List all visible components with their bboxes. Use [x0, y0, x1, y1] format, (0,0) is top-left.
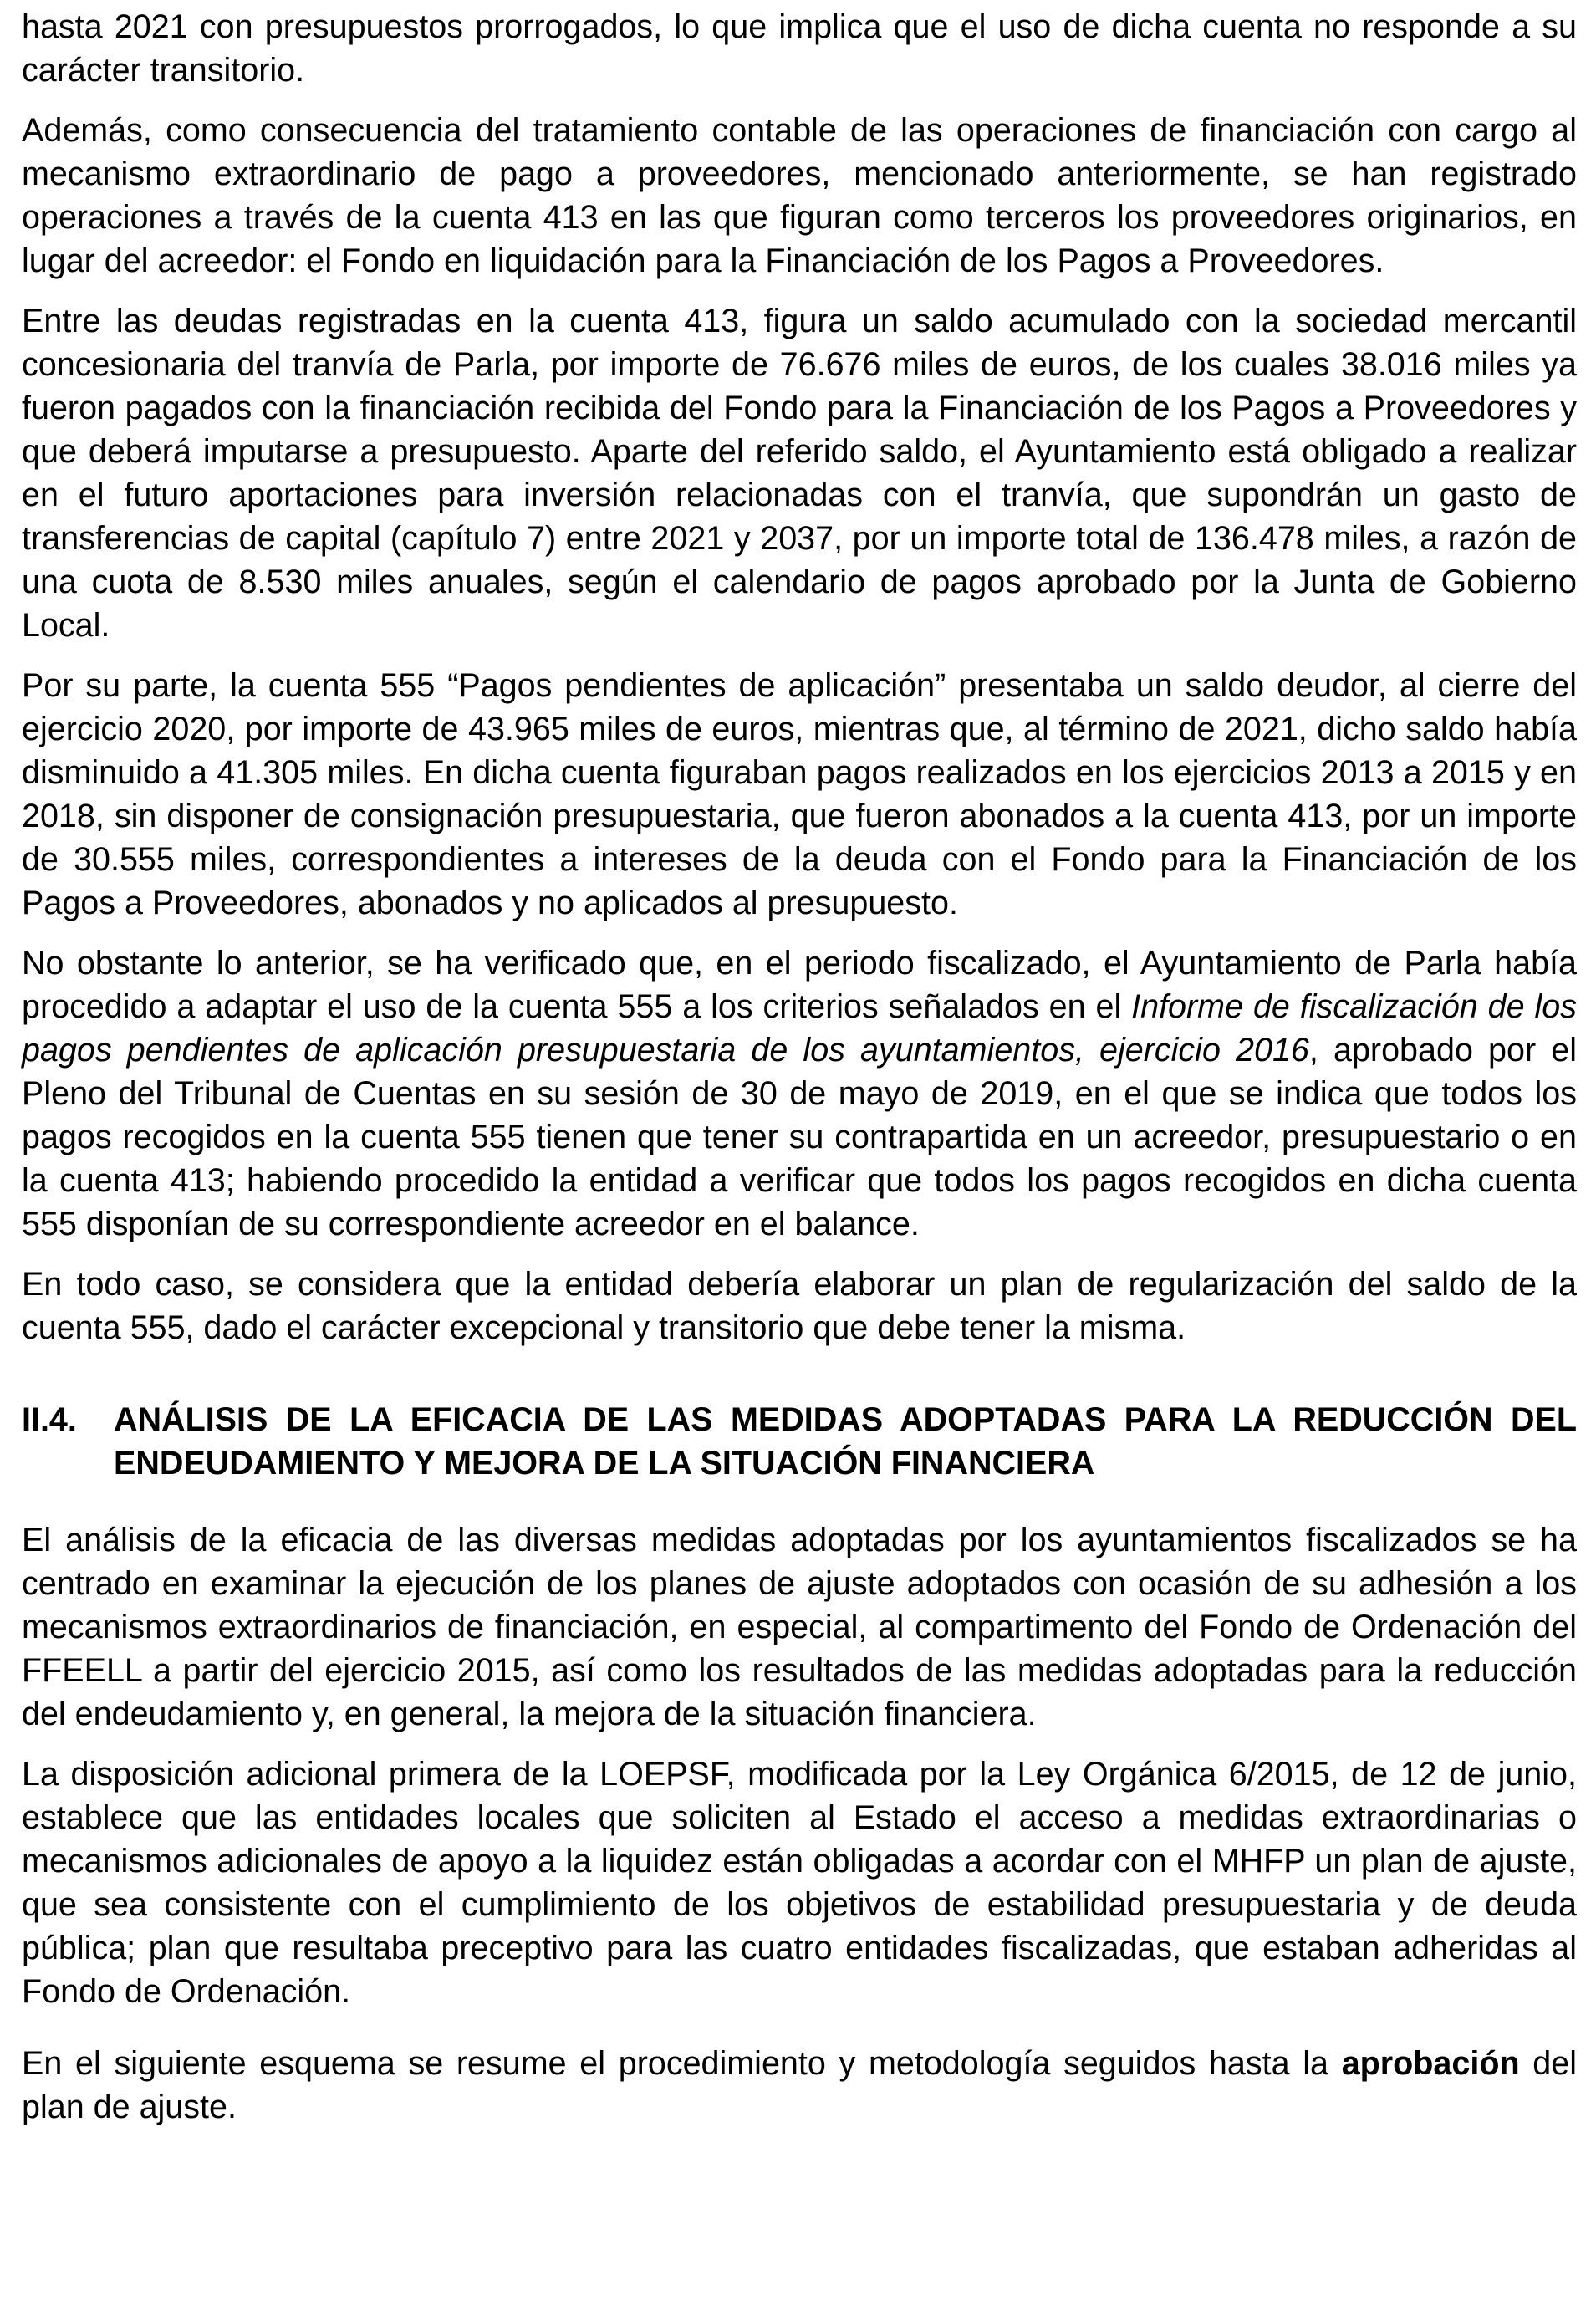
- informe-title-italic: Informe de fiscalización de los pagos pendientes de aplicación presupuestaria de los ayuntamientos, ejercicio 2016: [22, 988, 1577, 1069]
- paragraph-cuenta-555: Por su parte, la cuenta 555 “Pagos pendientes de aplicación” presentaba un saldo deudor, al cierre del ejercicio 2020, por importe de 43.965 miles de euros, mientras que, al término de 2021, dicho saldo había disminuido a 41.305 miles. En dicha cuenta figuraban pagos realizados en los ejercicios 2013 a 2015 y en 2018, sin disponer de consignación presupuestaria, que fueron abonados a la cuenta 413, por un importe de 30.555 miles, correspondientes a intereses de la deuda con el Fondo para la Financiación de los Pagos a Proveedores, abonados y no aplicados al presupuesto.: [22, 667, 1577, 921]
- section-number: II.4.: [22, 1401, 77, 1438]
- paragraph-disposicion-adicional: La disposición adicional primera de la LOEPSF, modificada por la Ley Orgánica 6/2015, de 12 de junio, establece que las entidades locales que soliciten al Estado el acceso a medidas extraordinarias o mecanismos adicionales de apoyo a la liquidez están obligadas a acordar con el MHFP un plan de ajuste, que sea consistente con el cumplimiento de los objetivos de estabilidad presupuestaria y de deuda pública; plan que resultaba preceptivo para las cuatro entidades fiscalizadas, que estaban adheridas al Fondo de Ordenación.: [22, 1756, 1577, 2010]
- section-title: ANÁLISIS DE LA EFICACIA DE LAS MEDIDAS ADOPTADAS PARA LA REDUCCIÓN DEL ENDEUDAMIENTO Y MEJORA DE LA SITUACIÓN FINANCIERA: [114, 1401, 1577, 1482]
- esquema-bold-word: aprobación: [1341, 2045, 1520, 2082]
- paragraph-tranvia-parla: Entre las deudas registradas en la cuenta 413, figura un saldo acumulado con la sociedad mercantil concesionaria del tranvía de Parla, por importe de 76.676 miles de euros, de los cuales 38.016 miles ya fueron pagados con la financiación recibida del Fondo para la Financiación de los Pagos a Proveedores y que deberá imputarse a presupuesto. Aparte del referido saldo, el Ayuntamiento está obligado a realizar en el futuro aportaciones para inversión relacionadas con el tranvía, que supondrán un gasto de transferencias de capital (capítulo 7) entre 2021 y 2037, por un importe total de 136.478 miles, a razón de una cuota de 8.530 miles anuales, según el calendario de pagos aprobado por la Junta de Gobierno Local.: [22, 303, 1577, 644]
- paragraph-plan-regularizacion: En todo caso, se considera que la entidad debería elaborar un plan de regularización del saldo de la cuenta 555, dado el carácter excepcional y transitorio que debe tener la misma.: [22, 1266, 1577, 1346]
- paragraph-mecanismo-pago-proveedores: Además, como consecuencia del tratamiento contable de las operaciones de financiación con cargo al mecanismo extraordinario de pago a proveedores, mencionado anteriormente, se han registrado operaciones a través de la cuenta 413 en las que figuran como terceros los proveedores originarios, en lugar del acreedor: el Fondo en liquidación para la Financiación de los Pagos a Proveedores.: [22, 112, 1577, 279]
- esquema-text-before: En el siguiente esquema se resume el procedimiento y metodología seguidos hasta la: [22, 2045, 1342, 2082]
- paragraph-analisis-eficacia: El análisis de la eficacia de las diversas medidas adoptadas por los ayuntamientos fiscalizados se ha centrado en examinar la ejecución de los planes de ajuste adoptados con ocasión de su adhesión a los mecanismos extraordinarios de financiación, en especial, al compartimento del Fondo de Ordenación del FFEELL a partir del ejercicio 2015, así como los resultados de las medidas adoptadas para la reducción del endeudamiento y, en general, la mejora de la situación financiera.: [22, 1522, 1577, 1732]
- paragraph-cuenta-413-transitorio: hasta 2021 con presupuestos prorrogados, lo que implica que el uso de dicha cuenta no responde a su carácter transitorio.: [22, 8, 1577, 89]
- informe-text-before: No obstante lo anterior, se ha verificado que, en el periodo fiscalizado, el Ayuntamiento de Parla había procedido a adaptar el uso de la cuenta 555 a los criterios señalados en el: [22, 945, 1577, 1025]
- document-page: [22, 5, 1577, 2145]
- section-heading: [22, 1398, 1577, 1485]
- paragraph-informe-fiscalizacion: [22, 941, 1577, 1246]
- informe-text-after: , aprobado por el Pleno del Tribunal de Cuentas en su sesión de 30 de mayo de 2019, en el que se indica que todos los pagos recogidos en la cuenta 555 tienen que tener su contrapartida en un acreedor, presupuestario o en la cuenta 413; habiendo procedido la entidad a verificar que todos los pagos recogidos en dicha cuenta 555 disponían de su correspondiente acreedor en el balance.: [22, 1032, 1577, 1242]
- paragraph-esquema: [22, 2042, 1577, 2129]
- esquema-text-after: del plan de ajuste.: [22, 2045, 1578, 2125]
